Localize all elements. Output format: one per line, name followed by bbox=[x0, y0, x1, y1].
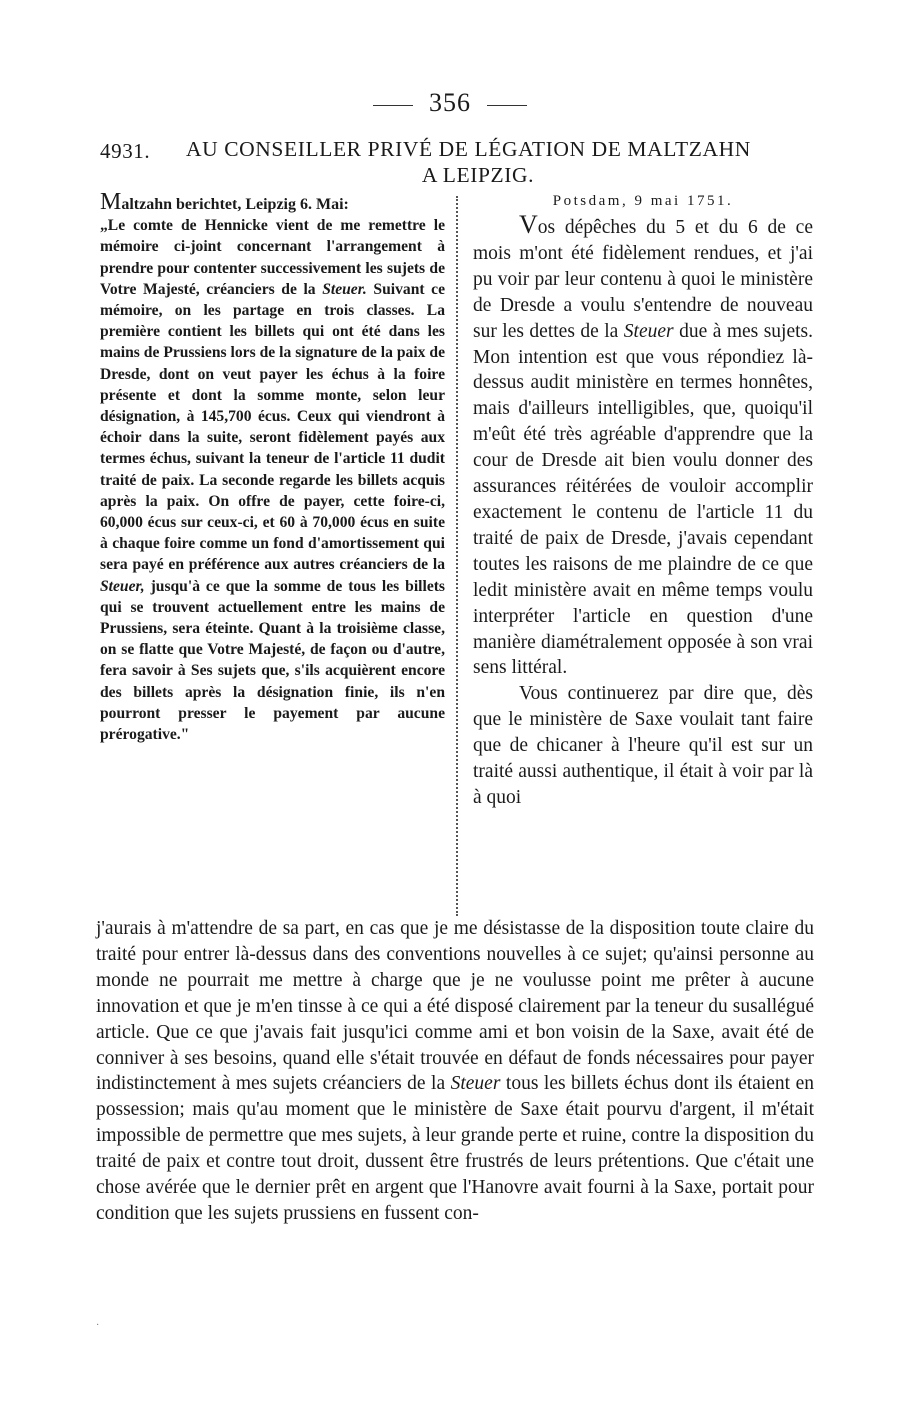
quote-part-c: jusqu'à ce que la somme de tous les billets qui se trouvent actuellement entre les mains de Prussiens, sera éteinte. Quant à la troisième classe, on se flatte que Votre Majesté, de façon ou d'autre, fera savoir à Ses sujets que, s'ils acquièrent encore des billets après la désignation finie, ils n'en pourront presser le payement par aucune prérogative." bbox=[100, 577, 445, 744]
paragraph-1-part-a: os dépêches du 5 et du 6 de ce mois m'ont été fidèlement rendues, et j'ai pu voir par leur contenu à quoi le ministère de Dresde a voulu s'entendre de nouveau sur les dettes de la bbox=[473, 217, 813, 342]
paragraph-1-part-b: due à mes sujets. Mon intention est que vous répondiez là-dessus audit ministère en termes honnêtes, mais d'ailleurs intelligibles, que, quoiqu'il m'eût été très agréable d'apprendre que la cour de Dresde ait bien voulu donner des assurances réitérées de vouloir accomplir exactement le contenu de l'article 11 du traité de paix de Dresde, j'avais cependant toutes les raisons de me plaindre de ce que ledit ministère avait en même temps voulu interpréter l'article en question d'une manière diamétralement opposée à son vrai sens littéral. bbox=[473, 320, 814, 679]
paragraph-initial: V bbox=[519, 210, 538, 239]
continuation-part-b: tous les billets échus dont ils étaient en possession; mais qu'au moment que le ministère de Saxe était pourvu d'argent, il m'était impossible de permettre que mes sujets, à leur grande perte et ruine, contre la disposition du traité de paix et contre tout droit, dussent être frustrés de leurs prétentions. Que c'était une chose avérée que le dernier prêt en argent que l'Hanovre avait fourni à la Saxe, portait pour condition que les sujets prussiens en fussent con- bbox=[96, 1073, 814, 1224]
page-number bbox=[0, 88, 900, 118]
letter-paragraph-1 bbox=[473, 212, 813, 681]
letter-body-column bbox=[473, 190, 813, 811]
page-number-dash-left bbox=[373, 105, 413, 106]
heading-line-1: AU CONSEILLER PRIVÉ DE LÉGATION DE MALTZAHN bbox=[186, 137, 751, 161]
page-number-text: 356 bbox=[429, 88, 471, 117]
page-number-dash-right bbox=[487, 105, 527, 106]
letter-paragraph-2: Vous continuerez par dire que, dès que le ministère de Saxe voulait tant faire que de chicaner à l'heure qu'il est sur un traité aussi authentique, il était à voir par là à quoi bbox=[473, 683, 813, 808]
quote-part-a: „Le comte de Hennicke vient de me remettre le mémoire ci-joint concernant l'arrangement à prendre pour contenter successivement les sujets de Votre Majesté, créanciers de la bbox=[100, 217, 445, 298]
letter-heading bbox=[100, 136, 816, 188]
continuation-steuer: Steuer bbox=[450, 1073, 501, 1095]
quote-part-b: Suivant ce mémoire, on les partage en trois classes. La première contient les billets qui ont été dans les mains de Prussiens lors de la signature de la paix de Dresde, dont on veut payer les échus à la foire présente et dont la somme monte, selon leur désignation, à 145,700 écus. Ceux qui viendront à échoir dans la suite, seront fidèlement payés aux termes échus, suivant la teneur de l'article 11 dudit traité de paix. La seconde regarde les billets acquis après la paix. On offre de payer, cette foire-ci, 60,000 écus sur ceux-ci, et 60 à 70,000 écus en suite à chaque foire comme un fond d'amortissement qui sera payé en préférence aux autres créanciers de la bbox=[100, 280, 445, 574]
intro-text: altzahn berichtet, Leipzig 6. Mai: bbox=[121, 196, 349, 213]
heading-line-2: A LEIPZIG. bbox=[421, 163, 535, 187]
print-mark: · bbox=[96, 1320, 100, 1331]
paragraph-1-steuer: Steuer bbox=[623, 320, 674, 342]
continuation-part-a: j'aurais à m'attendre de sa part, en cas que je me désistasse de la disposition toute claire du traité pour entrer là-dessus dans des conventions nouvelles à ce sujet; qu'ainsi personne au monde ne pourrait me mettre à charge que je ne voulusse point me prêter à aucune innovation et que je m'en tinsse à ce qui a été disposé clairement par la teneur du susallégué article. Que ce que j'avais fait jusqu'ici comme ami et bon voisin de la Saxe, avait été de conniver à ses besoins, quand elle s'était trouvée en défaut de fonds nécessaires pour payer indistinctement à mes sujets créanciers de la bbox=[96, 918, 814, 1095]
letter-continuation bbox=[96, 916, 814, 1227]
intro-initial: M bbox=[100, 189, 122, 215]
letter-number: 4931. bbox=[100, 139, 151, 163]
quote-steuer-2: Steuer, bbox=[100, 577, 145, 595]
report-quote bbox=[100, 215, 445, 745]
quote-steuer-1: Steuer. bbox=[322, 280, 367, 298]
report-intro bbox=[100, 189, 445, 215]
report-summary-column bbox=[100, 189, 445, 745]
column-divider bbox=[456, 196, 458, 916]
dateline: Potsdam, 9 mai 1751. bbox=[552, 193, 734, 209]
continuation-paragraph bbox=[96, 916, 814, 1227]
